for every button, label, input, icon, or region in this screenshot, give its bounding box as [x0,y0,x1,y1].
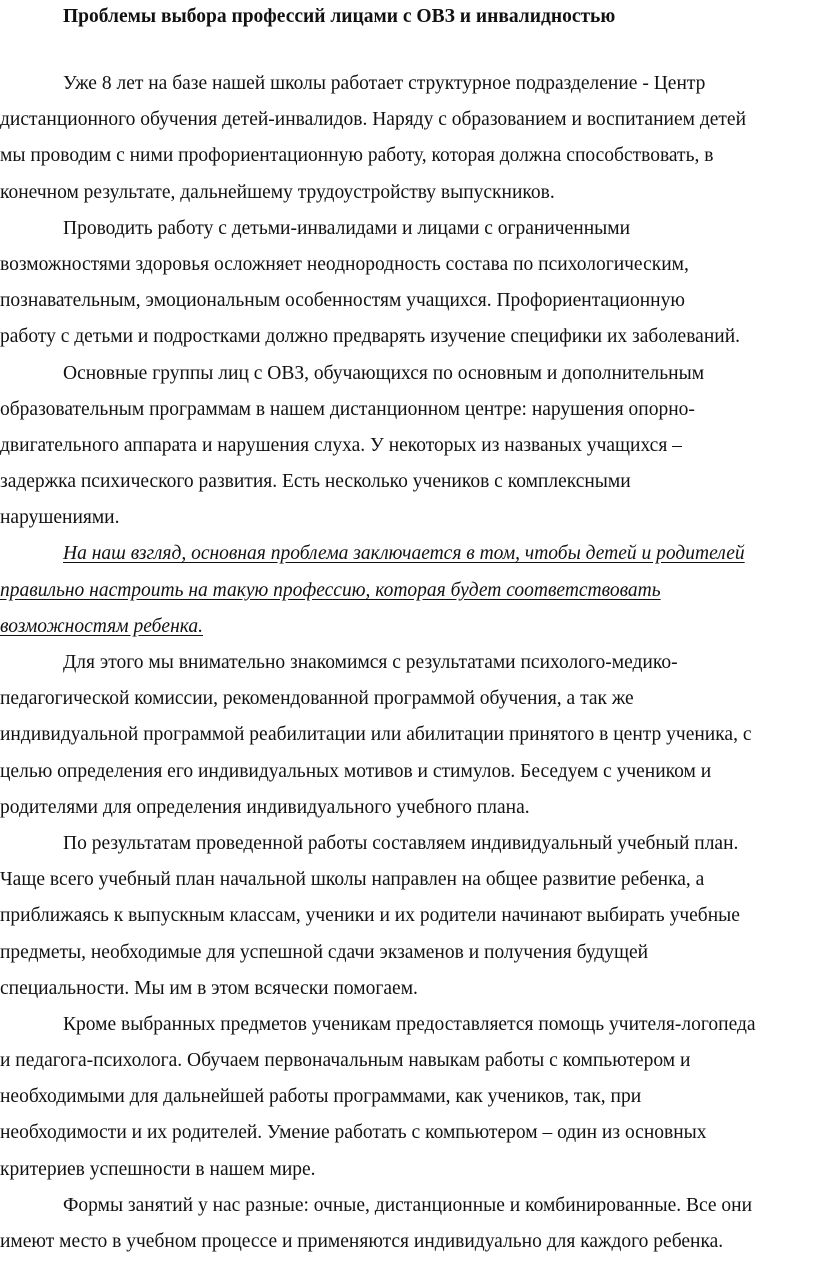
text-line: двигательного аппарата и нарушения слуха. У некоторых из названых учащихся – [0,434,682,456]
text-line: дистанционного обучения детей-инвалидов. Наряду с образованием и воспитанием детей [0,109,747,131]
text-line: Проводить работу с детьми-инвалидами и лицами с ограниченными [63,217,631,239]
text-line: критериев успешности в нашем мире. [0,1158,316,1180]
emphasis-text: правильно настроить на такую профессию, которая будет соответствовать [0,579,661,601]
emphasis-line [0,573,816,609]
emphasis-text: На наш взгляд, основная проблема заключается в том, чтобы детей и родителей [63,543,745,565]
text-line: познавательным, эмоциональным особенностям учащихся. Профориентационную [0,290,685,312]
text-line: имеют место в учебном процессе и применяются индивидуально для каждого ребенка. [0,1231,724,1252]
text-line: работу с детьми и подростками должно предварять изучение специфики их заболеваний. [0,326,741,348]
text-line: Формы занятий у нас разные: очные, дистанционные и комбинированные. Все они [63,1194,753,1216]
text-line: специальности. Мы им в этом всячески помогаем. [0,977,418,999]
text-line: образовательным программам в нашем дистанционном центре: нарушения опорно- [0,398,695,420]
text-line: задержка психического развития. Есть несколько учеников с комплексными [0,471,631,493]
text-line: Основные группы лиц с ОВЗ, обучающихся по основным и дополнительным [63,362,705,384]
text-line: и педагога-психолога. Обучаем первоначальным навыкам работы с компьютером и [0,1050,691,1072]
text-line: мы проводим с ними профориентационную работу, которая должна способствовать, в [0,145,714,167]
document-title: Проблемы выбора профессий лицами с ОВЗ и инвалидностью [63,6,616,27]
text-line: необходимыми для дальнейшей работы программами, как учеников, так, при [0,1086,642,1108]
document-body [0,66,816,1260]
text-line: возможностями здоровья осложняет неоднородность состава по психологическим, [0,253,689,275]
text-line: необходимости и их родителей. Умение работать с компьютером – один из основных [0,1122,707,1144]
text-line: Чаще всего учебный план начальной школы направлен на общее развитие ребенка, а [0,869,705,891]
text-line: приближаясь к выпускным классам, ученики и их родители начинают выбирать учебные [0,905,740,927]
text-line: Для этого мы внимательно знакомимся с результатами психолого-медико- [63,652,678,673]
text-line: По результатам проведенной работы составляем индивидуальный учебный план. [63,832,739,854]
text-line: родителями для определения индивидуального учебного плана. [0,796,530,818]
text-line: индивидуальной программой реабилитации или абилитации принятого в центр ученика, с [0,724,752,746]
text-line: предметы, необходимые для успешной сдачи экзаменов и получения будущей [0,941,649,963]
text-line: Кроме выбранных предметов ученикам предоставляется помощь учителя-логопеда [63,1013,756,1035]
emphasis-text: возможностям ребенка. [0,615,203,637]
text-line: педагогической комиссии, рекомендованной программой обучения, а так же [0,688,634,710]
emphasis-line [0,536,816,572]
text-line: целью определения его индивидуальных мотивов и стимулов. Беседуем с учеником и [0,760,712,782]
emphasis-line [0,609,816,645]
text-line: нарушениями. [0,507,120,529]
text-line: Уже 8 лет на базе нашей школы работает структурное подразделение - Центр [63,73,706,94]
text-line: конечном результате, дальнейшему трудоустройству выпускников. [0,181,555,203]
